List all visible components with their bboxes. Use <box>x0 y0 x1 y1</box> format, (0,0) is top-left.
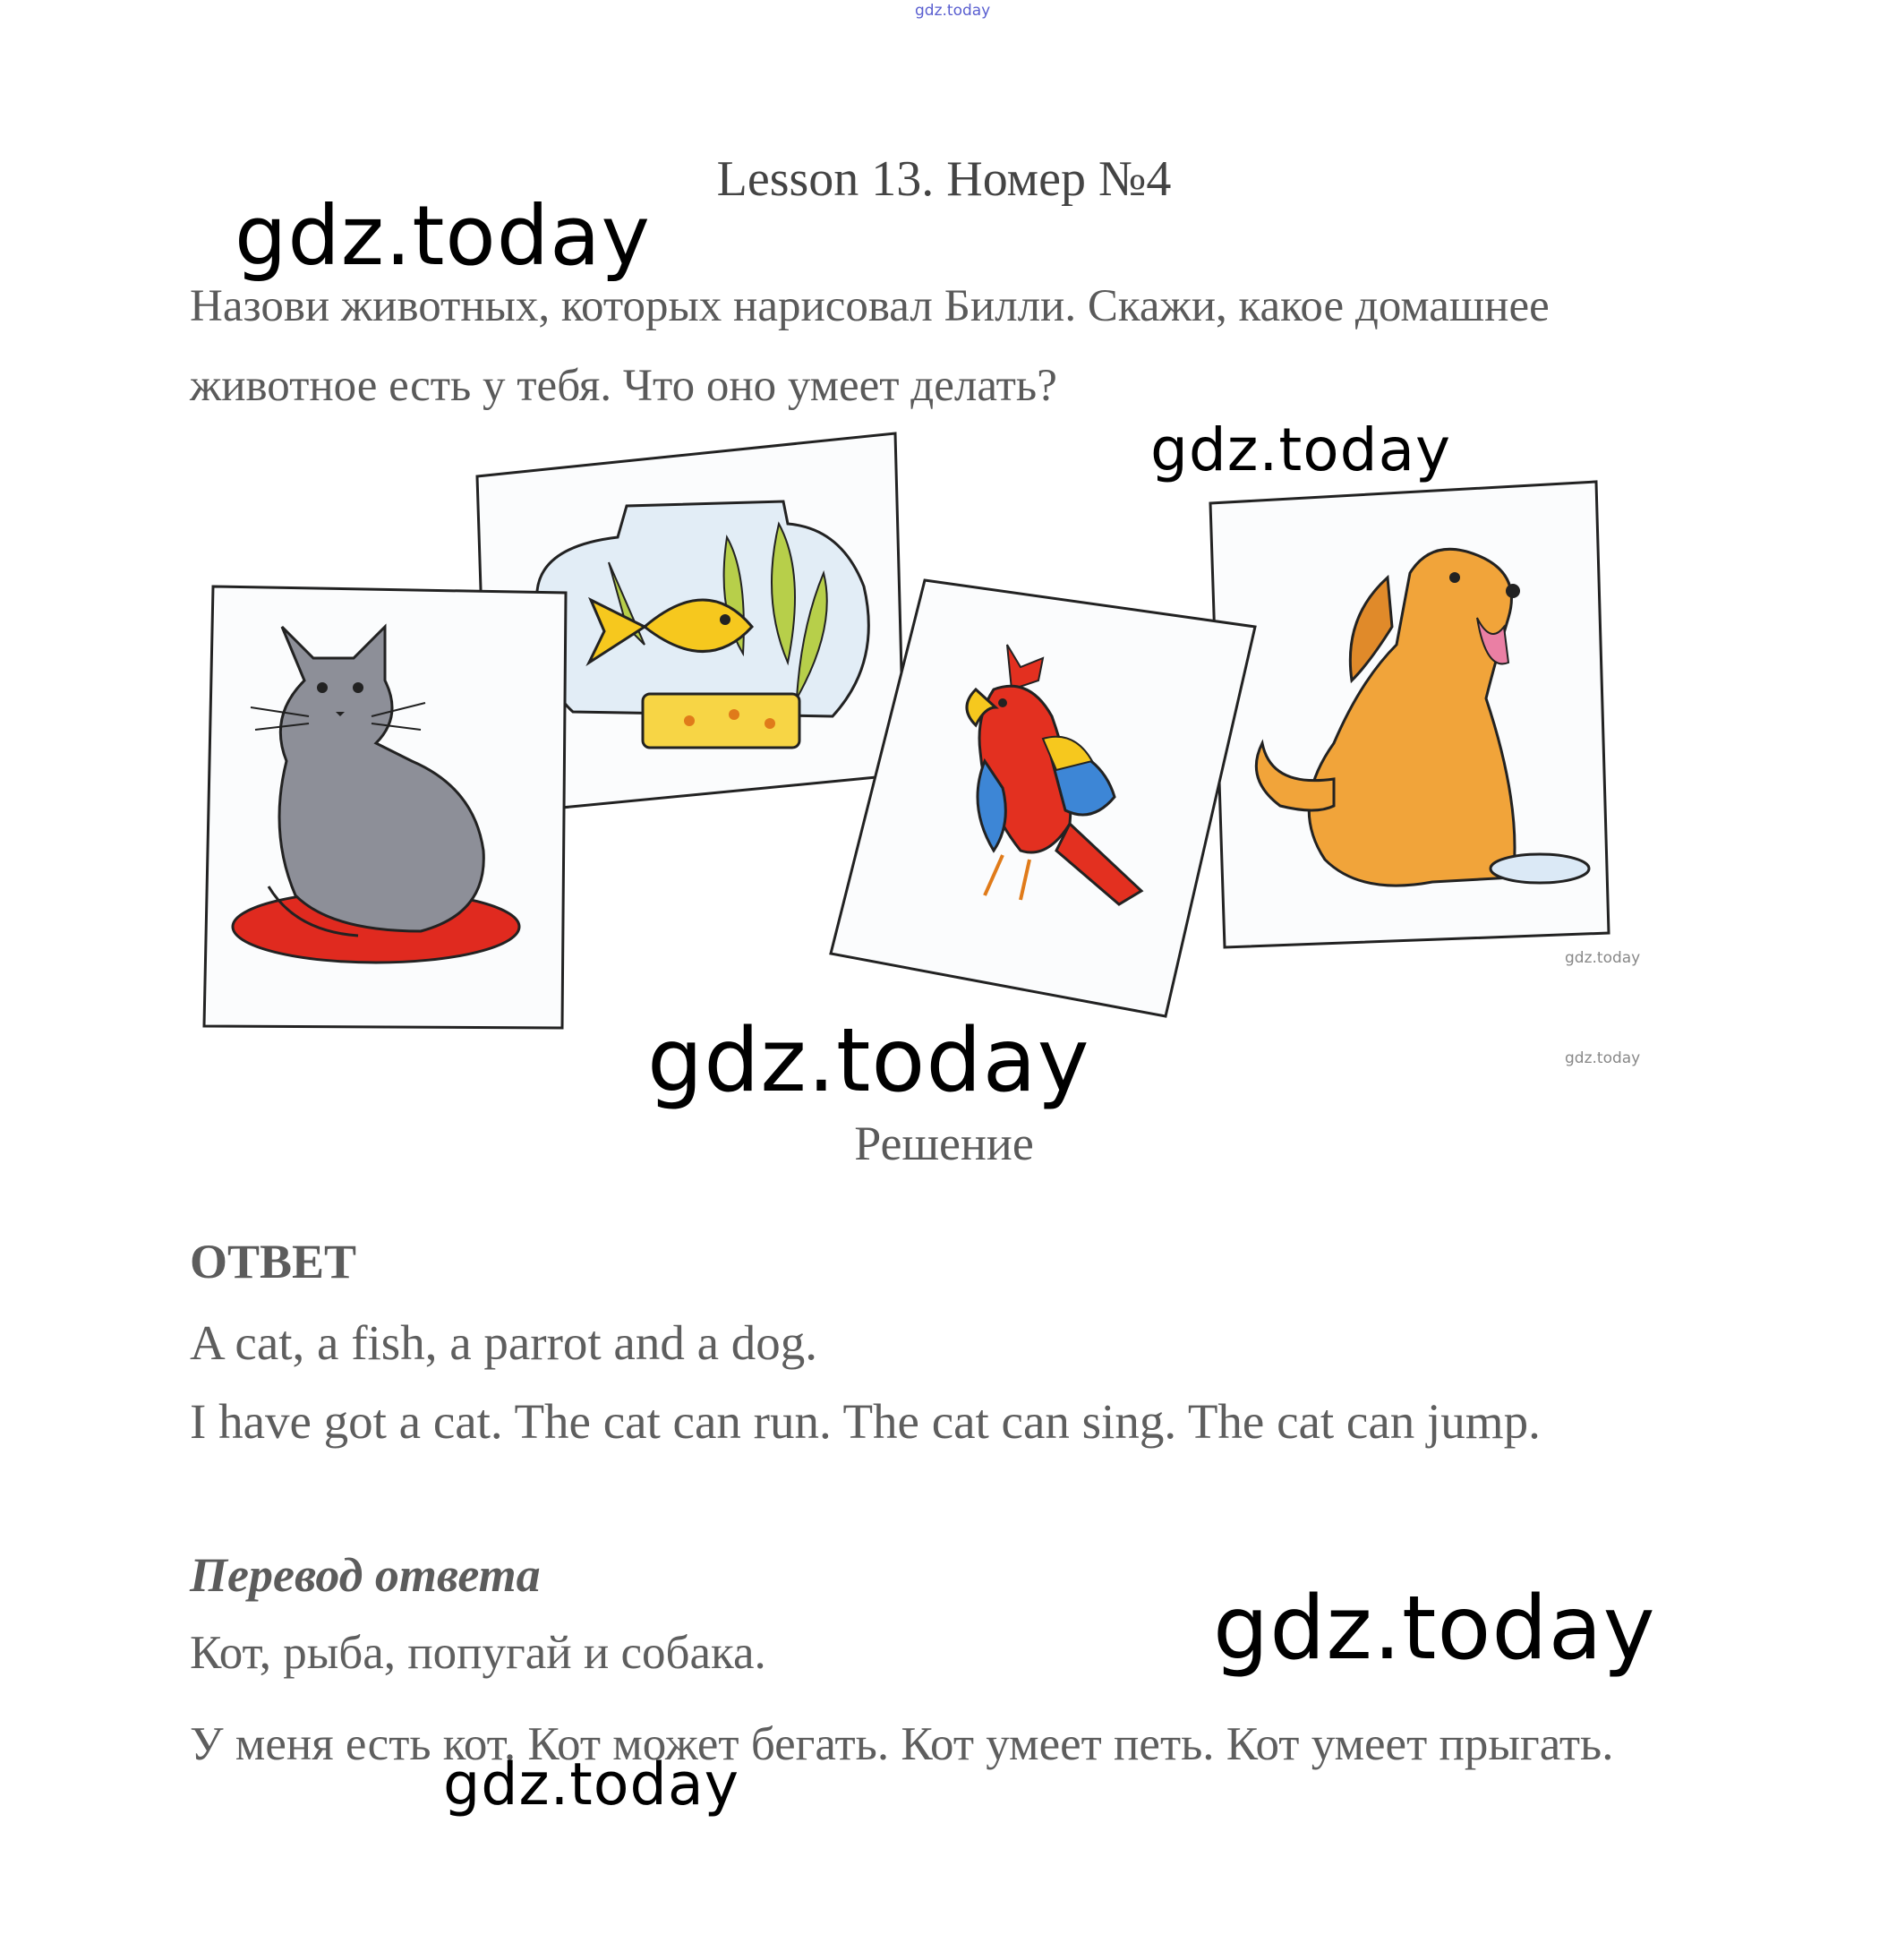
translation-line: Кот, рыба, попугай и собака. <box>190 1627 766 1679</box>
solution-label: Решение <box>854 1117 1034 1170</box>
translation-line: У меня есть кот. Кот может бегать. Кот умеет петь. Кот умеет прыгать. <box>190 1718 1614 1770</box>
answer-line: A cat, a fish, a parrot and a dog. <box>190 1315 818 1370</box>
page-title: Lesson 13. Номер №4 <box>716 151 1172 207</box>
answer-line: I have got a cat. The cat can run. The cat can sing. The cat can jump. <box>190 1394 1541 1449</box>
watermark: gdz.today <box>443 1751 740 1819</box>
watermark-top: gdz.today <box>915 2 991 20</box>
watermark: gdz.today <box>1150 415 1452 484</box>
answer-heading: ОТВЕТ <box>190 1235 357 1288</box>
watermark: gdz.today <box>235 188 651 284</box>
watermark-small: gdz.today <box>1565 949 1641 967</box>
task-text: Назови животных, которых нарисовал Билли. Скажи, какое домашнее животное есть у тебя. Что оно умеет делать? <box>190 281 1550 411</box>
translation-heading: Перевод ответа <box>190 1548 541 1602</box>
dog-card <box>1210 482 1609 947</box>
watermark-small: gdz.today <box>1565 1049 1641 1067</box>
cat-card <box>204 586 566 1028</box>
watermark: gdz.today <box>1213 1578 1656 1680</box>
watermark: gdz.today <box>647 1010 1090 1112</box>
